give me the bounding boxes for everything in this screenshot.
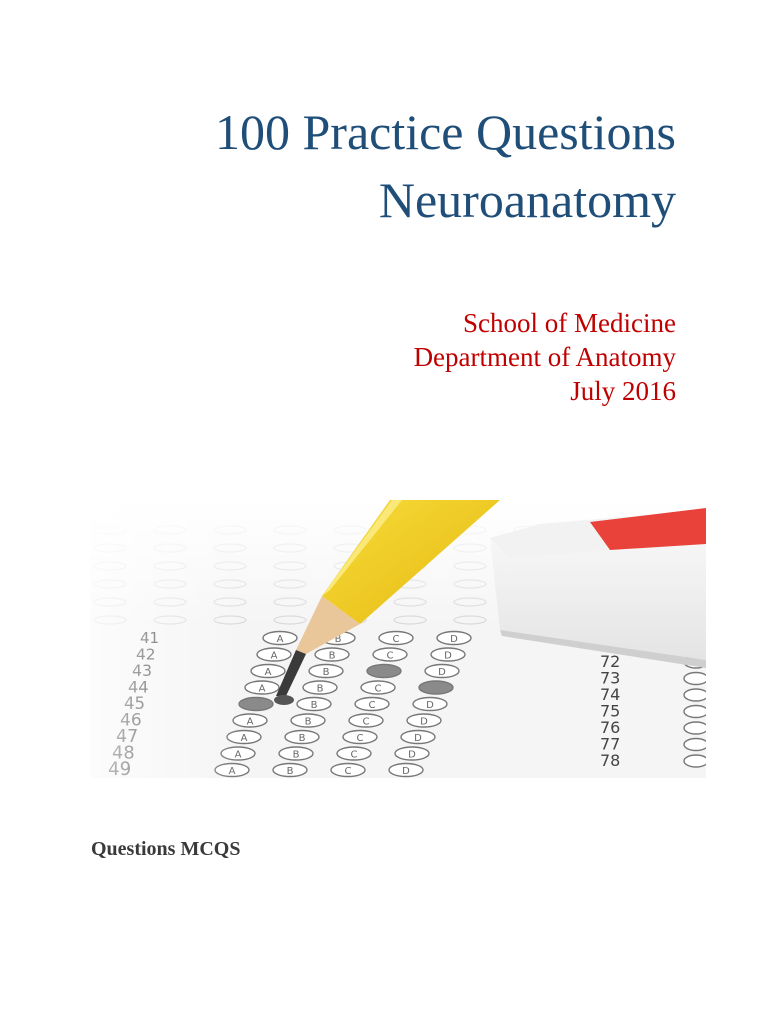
title-line-1: 100 Practice Questions [214,104,676,160]
answer-sheet-photo [90,500,706,778]
title-line-2: Neuroanatomy [378,172,676,228]
answer-sheet-illustration [90,500,706,778]
document-date: July 2016 [570,376,676,406]
school-name: School of Medicine [463,308,676,338]
document-title [215,98,676,234]
questions-label: Questions MCQS [91,838,241,860]
document-subtitle [414,306,676,408]
department-name: Department of Anatomy [413,342,676,372]
